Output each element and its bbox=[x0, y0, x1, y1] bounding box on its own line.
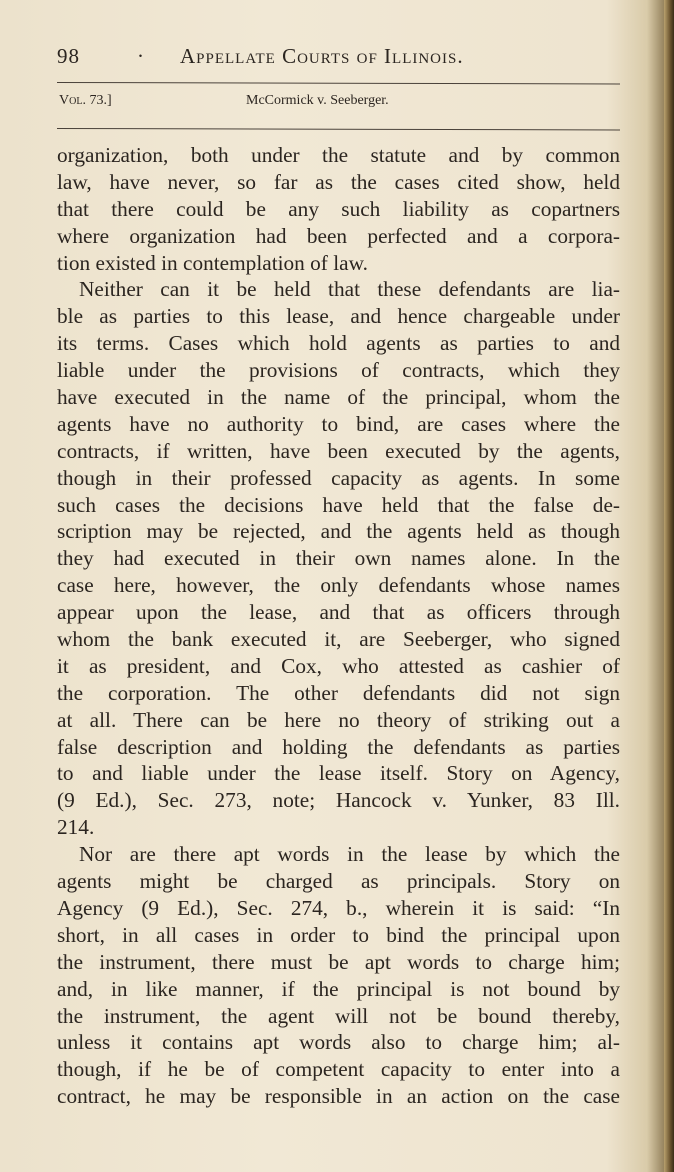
paragraph bbox=[57, 276, 620, 841]
text-line: such cases the decisions have held that the false de- bbox=[57, 492, 620, 517]
text-line: 214. bbox=[57, 815, 95, 840]
text-line: where organization had been perfected and a corpora- bbox=[57, 223, 620, 248]
text-line: though in their professed capacity as agents. In some bbox=[57, 465, 620, 490]
text-line: at all. There can be here no theory of striking out a bbox=[57, 707, 620, 732]
text-line: organization, both under the statute and by common bbox=[57, 143, 620, 167]
running-header bbox=[57, 44, 617, 74]
text-line: the instrument, there must be apt words to charge him; bbox=[57, 949, 620, 974]
text-line: tion existed in contemplation of law. bbox=[57, 250, 368, 275]
case-name: McCormick v. Seeberger. bbox=[246, 93, 389, 108]
volume-label: Vol. 73.] bbox=[59, 93, 112, 108]
header-rule-bottom bbox=[57, 128, 620, 130]
paragraph bbox=[57, 142, 620, 276]
text-line: contract, he may be responsible in an action on the case bbox=[57, 1084, 620, 1109]
text-line: ble as parties to this lease, and hence chargeable under bbox=[57, 304, 620, 329]
body-text bbox=[57, 142, 620, 1110]
text-line: false description and holding the defendants as parties bbox=[57, 734, 620, 759]
text-line: (9 Ed.), Sec. 273, note; Hancock v. Yunker, 83 Ill. bbox=[57, 788, 620, 813]
text-line: Nor are there apt words in the lease by which the bbox=[79, 842, 620, 867]
text-line: the corporation. The other defendants did not sign bbox=[57, 680, 620, 705]
text-line: liable under the provisions of contracts, which they bbox=[57, 358, 620, 383]
text-line: and, in like manner, if the principal is not bound by bbox=[57, 976, 620, 1001]
text-line: case here, however, the only defendants whose names bbox=[57, 573, 620, 598]
text-line: unless it contains apt words also to charge him; al- bbox=[57, 1030, 620, 1055]
text-line: short, in all cases in order to bind the principal upon bbox=[57, 922, 620, 947]
header-rule-top bbox=[57, 82, 620, 84]
paragraph bbox=[57, 841, 620, 1110]
text-line: contracts, if written, have been executed by the agents, bbox=[57, 438, 620, 463]
text-line: it as president, and Cox, who attested as cashier of bbox=[57, 653, 620, 678]
text-line: its terms. Cases which hold agents as parties to and bbox=[57, 331, 620, 356]
book-title: Appellate Courts of Illinois. bbox=[180, 44, 464, 68]
text-line: though, if he be of competent capacity to enter into a bbox=[57, 1057, 620, 1082]
text-line: Agency (9 Ed.), Sec. 274, b., wherein it is said: “In bbox=[57, 895, 620, 920]
page-number: 98 bbox=[57, 44, 80, 68]
text-line: law, have never, so far as the cases cited show, held bbox=[57, 169, 620, 194]
text-line: have executed in the name of the principal, whom the bbox=[57, 385, 620, 410]
page-edge bbox=[664, 0, 674, 1172]
text-line: to and liable under the lease itself. Story on Agency, bbox=[57, 761, 620, 786]
text-line: agents have no authority to bind, are cases where the bbox=[57, 411, 620, 436]
text-line: that there could be any such liability as copartners bbox=[57, 196, 620, 221]
text-line: scription may be rejected, and the agents held as though bbox=[57, 519, 620, 544]
text-line: the instrument, the agent will not be bound thereby, bbox=[57, 1003, 620, 1028]
text-line: whom the bank executed it, are Seeberger, who signed bbox=[57, 627, 620, 652]
text-line: agents might be charged as principals. Story on bbox=[57, 869, 620, 894]
text-line: they had executed in their own names alone. In the bbox=[57, 546, 620, 571]
text-line: appear upon the lease, and that as officers through bbox=[57, 600, 620, 625]
text-line: Neither can it be held that these defendants are lia- bbox=[79, 277, 620, 302]
header-separator: · bbox=[137, 44, 145, 68]
